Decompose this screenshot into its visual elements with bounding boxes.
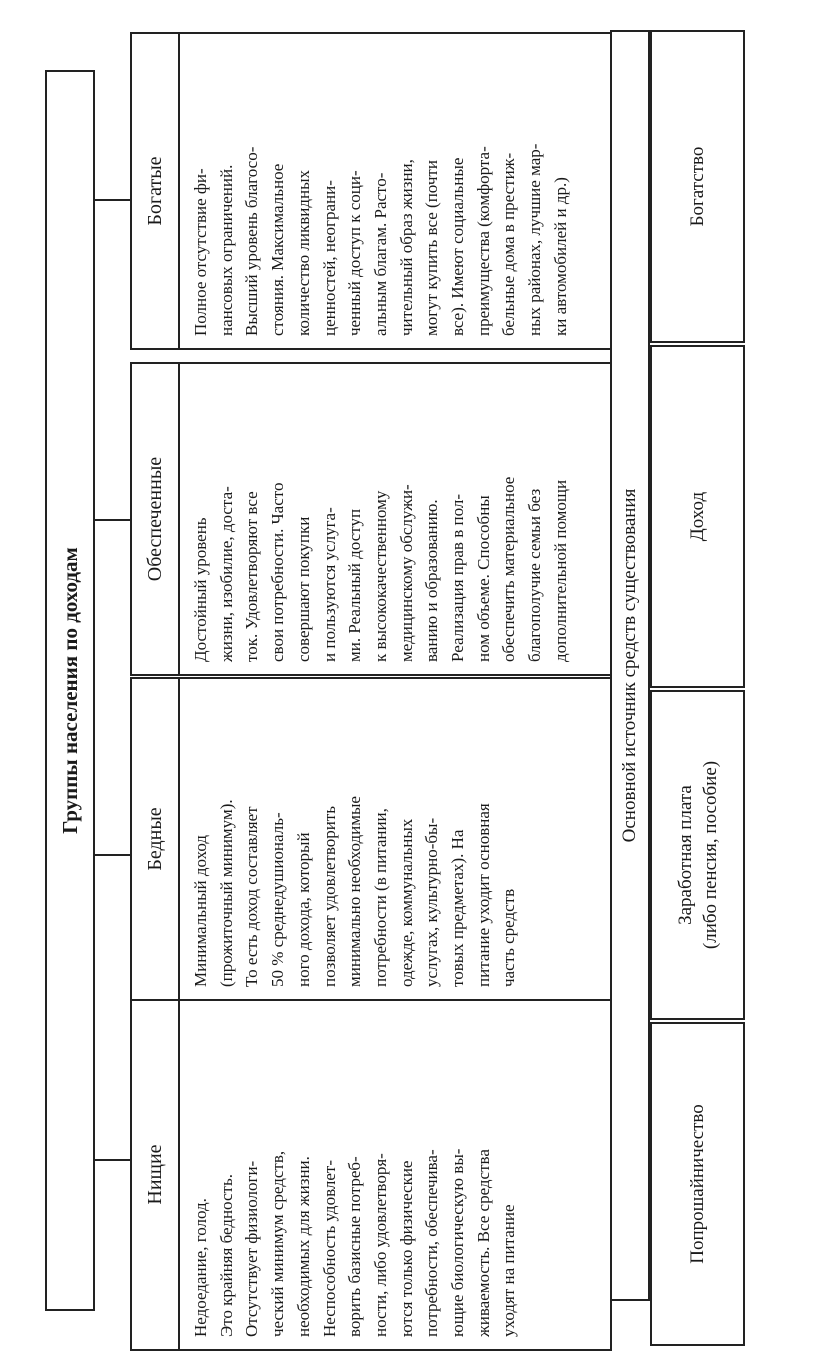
- diagram-title: Группы населения по доходам: [57, 547, 82, 834]
- source-text: Доход: [687, 491, 708, 542]
- description-line: позволяет удовлетворить: [319, 805, 339, 987]
- description-line: ценностей, неограни-: [319, 180, 339, 336]
- description-line: обеспечить материальное: [499, 476, 519, 662]
- description-line: Отсутствует физиологи-: [242, 1160, 262, 1337]
- description-line: благополучие семьи без: [525, 488, 545, 662]
- description-line: ности, либо удовлетворя-: [370, 1153, 390, 1337]
- group-header: Нищие: [132, 1000, 180, 1349]
- description-line: питание уходит основная: [473, 803, 493, 987]
- group-column-bednye: [130, 677, 612, 1001]
- description-line: могут купить все (почти: [422, 160, 442, 336]
- description-line: и пользуются услуга-: [319, 507, 339, 662]
- description-line: ном объеме. Способны: [473, 495, 493, 662]
- description-line: ки автомобилей и др.): [550, 177, 570, 336]
- description-line: совершают покупки: [293, 516, 313, 662]
- description-line: бельные дома в престиж-: [499, 152, 519, 336]
- description-line: ванию и образованию.: [422, 499, 442, 662]
- connector-obespechennye: [95, 519, 132, 521]
- source-label: Основной источник средств существования: [619, 488, 640, 843]
- description-line: ческий минимум средств,: [268, 1150, 288, 1337]
- source-cell-nishchie: [650, 1022, 745, 1346]
- description-line: живаемость. Все средства: [473, 1149, 493, 1337]
- description-line: 50 % среднедушиональ-: [268, 812, 288, 987]
- source-of-subsistence-bar: [610, 30, 650, 1301]
- description-line: потребности (в питании,: [370, 808, 390, 987]
- description-line: Реализация прав в пол-: [448, 494, 468, 662]
- source-line: (либо пенсия, пособие): [699, 760, 721, 950]
- group-description: [180, 1000, 528, 1349]
- description-line: ми. Реальный доступ: [345, 508, 365, 662]
- description-line: необходимых для жизни.: [293, 1156, 313, 1337]
- description-line: к высококачественному: [370, 490, 390, 662]
- description-line: жизни, изобилие, доста-: [216, 486, 236, 662]
- group-description: [180, 679, 528, 999]
- description-line: товых предметах). На: [448, 829, 468, 987]
- source-text: Богатство: [687, 146, 708, 227]
- description-line: минимально необходимые: [345, 796, 365, 987]
- description-line: Это крайняя бедность.: [216, 1174, 236, 1337]
- description-line: (прожиточный минимум).: [216, 799, 236, 987]
- group-header: Обеспеченные: [132, 364, 180, 674]
- description-line: преимущества (комфорта-: [473, 146, 493, 336]
- description-line: ных районах, лучшие мар-: [525, 143, 545, 336]
- title-box: [45, 70, 95, 1311]
- source-text: Попрошайничество: [687, 1104, 708, 1264]
- description-line: нансовых ограничений.: [216, 164, 236, 336]
- description-line: потребности, обеспечива-: [422, 1149, 442, 1337]
- group-column-obespechennye: [130, 362, 612, 676]
- description-line: Достойный уровень: [191, 517, 210, 662]
- description-line: чительный образ жизни,: [396, 159, 416, 336]
- description-line: Высший уровень благосо-: [242, 146, 262, 336]
- description-line: ющие биологическую вы-: [448, 1148, 468, 1337]
- group-header: Богатые: [132, 34, 180, 348]
- description-line: ворить базисные потреб-: [345, 1156, 365, 1337]
- description-line: часть средств: [499, 888, 519, 987]
- description-line: услугах, культурно-бы-: [422, 817, 442, 987]
- source-text: [673, 761, 723, 949]
- description-line: Недоедание, голод.: [191, 1198, 210, 1337]
- description-line: одежде, коммунальных: [396, 818, 416, 987]
- description-line: Неспособность удовлет-: [319, 1159, 339, 1337]
- description-line: ченный доступ к соци-: [345, 170, 365, 336]
- connector-bednye: [95, 854, 132, 856]
- group-header: Бедные: [132, 679, 180, 999]
- description-line: ного дохода, который: [293, 832, 313, 987]
- source-cell-obespechennye: [650, 345, 745, 688]
- description-line: уходят на питание: [499, 1204, 519, 1337]
- description-line: медицинскому обслужи-: [396, 484, 416, 662]
- source-cell-bednye: [650, 690, 745, 1020]
- description-line: количество ликвидных: [293, 169, 313, 336]
- description-line: ются только физические: [396, 1160, 416, 1337]
- source-cell-bogatye: [650, 30, 745, 343]
- description-line: ток. Удовлетворяют все: [242, 491, 262, 662]
- group-column-bogatye: [130, 32, 612, 350]
- description-line: То есть доход составляет: [242, 806, 262, 987]
- description-line: Минимальный доход: [191, 834, 210, 987]
- group-column-nishchie: [130, 998, 612, 1351]
- description-line: свои потребности. Часто: [268, 482, 288, 662]
- connector-bogatye: [95, 199, 132, 201]
- source-line: Заработная плата: [674, 785, 696, 925]
- group-description: [180, 364, 580, 674]
- description-line: стояния. Максимальное: [268, 163, 288, 336]
- description-line: Полное отсутствие фи-: [191, 168, 210, 336]
- group-description: [180, 34, 580, 348]
- connector-nishchie: [95, 1159, 132, 1161]
- description-line: дополнительной помощи: [550, 479, 570, 662]
- description-line: альным благам. Расто-: [370, 172, 390, 336]
- description-line: все). Имеют социальные: [448, 157, 468, 336]
